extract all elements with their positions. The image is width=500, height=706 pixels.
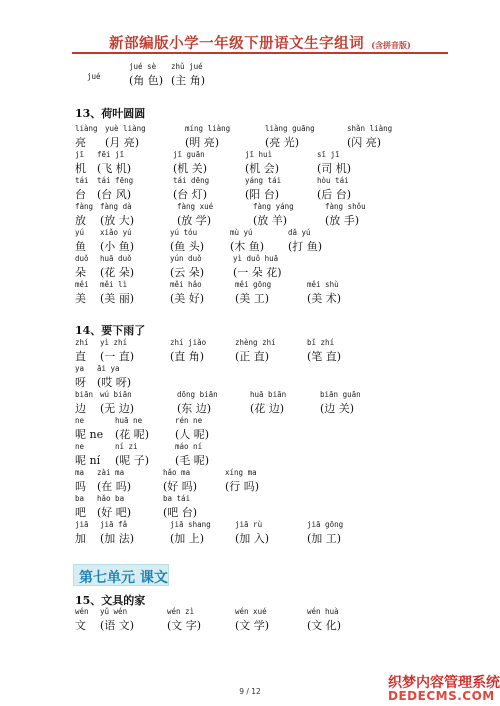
header-divider: [72, 52, 448, 54]
lesson-title: 14、要下雨了: [75, 324, 146, 337]
page-number: 9 / 12: [239, 687, 261, 696]
watermark-domain: DEDECMS.COM: [388, 689, 495, 703]
page-header: [70, 32, 450, 53]
vocab-row: ba 吧 hǎo ba (好 吧) ba tái (吧 台): [75, 494, 198, 519]
document-title: 新部编版小学一年级下册语文生字组词: [109, 35, 365, 52]
vocab-row: ya 呀 āi ya (哎 呀): [75, 364, 132, 389]
watermark: [380, 670, 500, 706]
vocab-row: jī 机 fēi jī (飞 机) jī guān (机 关) jī huì (机 会) sī jī (司 机): [75, 150, 352, 175]
lesson-title: 15、文具的家: [75, 594, 146, 607]
watermark-text: 织梦内容管理系统: [388, 675, 500, 691]
vocab-row: biān 边 wú biān (无 边) dōng biān (东 边) huā biān (花 边) biān guān (边 关): [75, 390, 361, 415]
vocab-row: tái 台 tái fēng (台 风) tái dēng (台 灯) yáng tái (阳 台) hòu tái (后 台): [75, 176, 352, 201]
vocab-row: měi 美 měi lì (美 丽) měi hǎo (美 好) měi gōng (美 工) měi shù (美 术): [75, 280, 342, 305]
unit-heading: [73, 564, 169, 586]
vocab-row: ne 呢 ne huā ne (花 呢) rén ne (人 呢): [75, 416, 210, 441]
vocab-row: yú 鱼 xiǎo yú (小 鱼) yú tóu (鱼 头) mù yú (木 鱼) dǎ yú (打 鱼): [75, 228, 323, 253]
vocab-row: ne 呢 ní ní zi (呢 子) máo ní (毛 呢): [75, 442, 210, 467]
document-subtitle: (含拼音版): [371, 40, 411, 50]
vocab-row: ma 吗 zài ma (在 吗) hǎo ma (好 吗) xíng ma (行 吗): [75, 468, 260, 493]
unit-heading-label: 第七单元 课文: [79, 570, 168, 586]
vocab-row: fàng 放 fàng dà (放 大) fàng xué (放 学) fàng yáng (放 羊) fàng shǒu (放 手): [75, 202, 366, 227]
lesson-title: 13、荷叶圆圆: [75, 107, 146, 120]
vocab-row: zhí 直 yì zhí (一 直) zhí jiǎo (直 角) zhèng zhí (正 直) bǐ zhí (笔 直): [75, 338, 342, 363]
vocab-row: jué jué sè (角 色) zhǔ jué (主 角): [87, 62, 206, 87]
vocab-row: liàng 亮 yuè liàng (月 亮) míng liàng (明 亮) liàng guāng (亮 光) shǎn liàng (闪 亮): [75, 124, 393, 149]
vocab-row: duǒ 朵 huā duǒ (花 朵) yún duǒ (云 朵) yì duǒ huā (一 朵 花): [75, 254, 282, 279]
vocab-row: jiā 加 jiā fǎ (加 法) jiā shang (加 上) jiā rù (加 入) jiā gōng (加 工): [75, 520, 344, 545]
vocab-row: wén 文 yǔ wén (语 文) wén zì (文 字) wén xué (文 学) wén huà (文 化): [75, 607, 342, 632]
